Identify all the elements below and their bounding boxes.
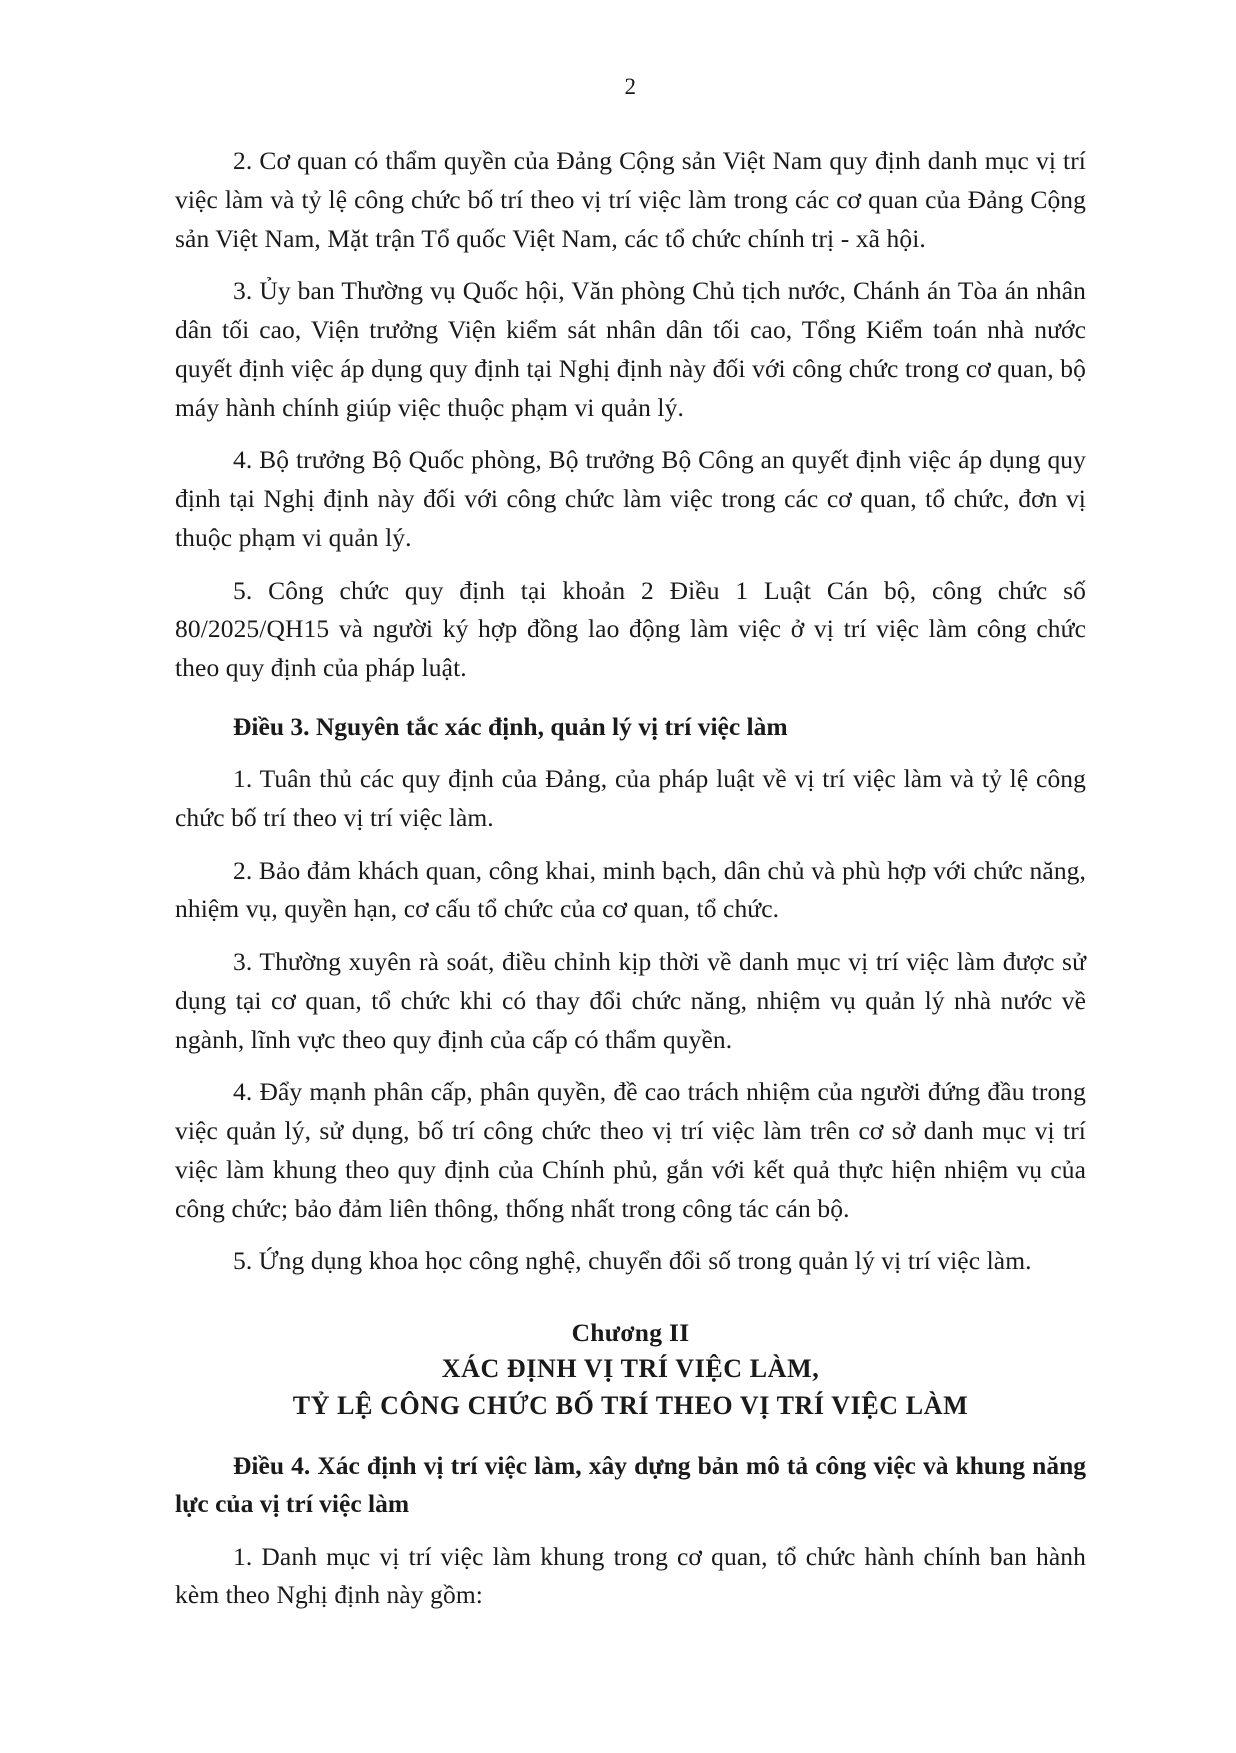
paragraph-clause-4: 4. Bộ trưởng Bộ Quốc phòng, Bộ trưởng Bộ Công an quyết định việc áp dụng quy định tại Nghị định này đối với công chức làm việc trong các cơ quan, tổ chức, đơn vị thuộc phạm vi quản lý. bbox=[175, 445, 1086, 552]
article-3-clause-4: 4. Đẩy mạnh phân cấp, phân quyền, đề cao trách nhiệm của người đứng đầu trong việc quản lý, sử dụng, bố trí công chức theo vị trí việc làm trên cơ sở danh mục vị trí việc làm khung theo quy định của Chính phủ, gắn với kết quả thực hiện nhiệm vụ của công chức; bảo đảm liên thông, thống nhất trong công tác cán bộ. bbox=[175, 1077, 1086, 1223]
chapter-heading bbox=[175, 1315, 1086, 1425]
paragraph-clause-2: 2. Cơ quan có thẩm quyền của Đảng Cộng sản Việt Nam quy định danh mục vị trí việc làm và tỷ lệ công chức bố trí theo vị trí việc làm trong các cơ quan của Đảng Cộng sản Việt Nam, Mặt trận Tổ quốc Việt Nam, các tổ chức chính trị - xã hội. bbox=[175, 146, 1086, 253]
article-4-heading: Điều 4. Xác định vị trí việc làm, xây dựng bản mô tả công việc và khung năng lực của vị trí việc làm bbox=[175, 1451, 1086, 1519]
article-3-heading: Điều 3. Nguyên tắc xác định, quản lý vị trí việc làm bbox=[233, 711, 788, 741]
article-3-clause-5: 5. Ứng dụng khoa học công nghệ, chuyển đổi số trong quản lý vị trí việc làm. bbox=[233, 1246, 1032, 1276]
chapter-title-line-2: TỶ LỆ CÔNG CHỨC BỐ TRÍ THEO VỊ TRÍ VIỆC LÀM bbox=[292, 1391, 969, 1421]
article-4-clause-1: 1. Danh mục vị trí việc làm khung trong cơ quan, tổ chức hành chính ban hành kèm theo Nghị định này gồm: bbox=[175, 1541, 1086, 1610]
paragraph-clause-3: 3. Ủy ban Thường vụ Quốc hội, Văn phòng Chủ tịch nước, Chánh án Tòa án nhân dân tối cao, Viện trưởng Viện kiểm sát nhân dân tối cao, Tổng Kiểm toán nhà nước quyết định việc áp dụng quy định tại Nghị định này đối với công chức trong cơ quan, bộ máy hành chính giúp việc thuộc phạm vi quản lý. bbox=[175, 276, 1086, 422]
chapter-label: Chương II bbox=[571, 1318, 690, 1347]
page-number: 2 bbox=[624, 74, 637, 99]
article-3-clause-3: 3. Thường xuyên rà soát, điều chỉnh kịp thời về danh mục vị trí việc làm được sử dụng tại cơ quan, tổ chức khi có thay đổi chức năng, nhiệm vụ quản lý nhà nước về ngành, lĩnh vực theo quy định của cấp có thẩm quyền. bbox=[175, 947, 1086, 1054]
chapter-title-line-1: XÁC ĐỊNH VỊ TRÍ VIỆC LÀM, bbox=[441, 1354, 820, 1384]
paragraph-clause-5: 5. Công chức quy định tại khoản 2 Điều 1 Luật Cán bộ, công chức số 80/2025/QH15 và người ký hợp đồng lao động làm việc ở vị trí việc làm công chức theo quy định của pháp luật. bbox=[175, 575, 1086, 682]
article-3-clause-1: 1. Tuân thủ các quy định của Đảng, của pháp luật về vị trí việc làm và tỷ lệ công chức bố trí theo vị trí việc làm. bbox=[175, 764, 1086, 832]
article-3-clause-2: 2. Bảo đảm khách quan, công khai, minh bạch, dân chủ và phù hợp với chức năng, nhiệm vụ, quyền hạn, cơ cấu tổ chức của cơ quan, tổ chức. bbox=[175, 855, 1086, 924]
